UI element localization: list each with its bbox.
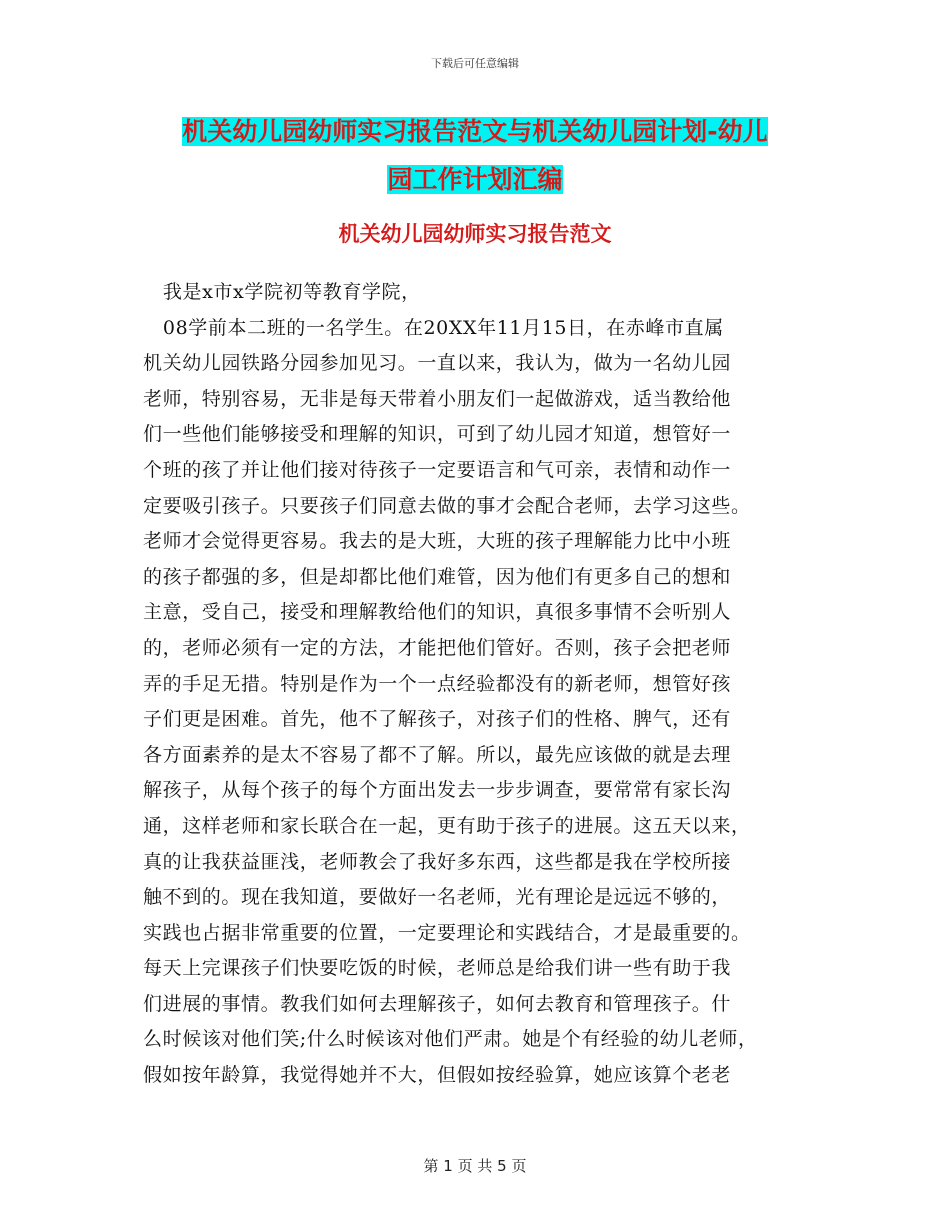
document-title-line-1: 机关幼儿园幼师实习报告范文与机关幼儿园计划-幼儿 (182, 117, 768, 146)
body-line: 老师才会觉得更容易。我去的是大班，大班的孩子理解能力比中小班 (143, 530, 732, 553)
body-line: 主意，受自己，接受和理解教给他们的知识，真很多事情不会听别人 (143, 601, 732, 624)
body-line: 通，这样老师和家长联合在一起，更有助于孩子的进展。这五天以来， (143, 814, 751, 837)
body-line: 定要吸引孩子。只要孩子们同意去做的事才会配合老师，去学习这些。 (143, 494, 751, 517)
body-line: 的孩子都强的多，但是却都比他们难管，因为他们有更多自己的想和 (143, 565, 732, 588)
body-line: 么时候该对他们笑;什么时候该对他们严肃。她是个有经验的幼儿老师， (143, 1028, 758, 1051)
header-note: 下载后可任意编辑 (431, 57, 519, 70)
body-line: 假如按年龄算，我觉得她并不大，但假如按经验算，她应该算个老老 (143, 1064, 732, 1087)
document-title (130, 108, 820, 204)
body-line: 各方面素养的是太不容易了都不了解。所以，最先应该做的就是去理 (143, 743, 732, 766)
body-line: 解孩子，从每个孩子的每个方面出发去一步步调查，要常常有家长沟 (143, 779, 732, 802)
body-line: 我是x市x学院初等教育学院， (143, 281, 421, 303)
body-line: 弄的手足无措。特别是作为一个一点经验都没有的新老师，想管好孩 (143, 672, 732, 695)
body-text (143, 275, 823, 1094)
body-line: 真的让我获益匪浅，老师教会了我好多东西，这些都是我在学校所接 (143, 850, 732, 873)
body-line: 机关幼儿园铁路分园参加见习。一直以来，我认为，做为一名幼儿园 (143, 352, 732, 375)
body-line: 们一些他们能够接受和理解的知识，可到了幼儿园才知道，想管好一 (143, 423, 732, 446)
body-line: 触不到的。现在我知道，要做好一名老师，光有理论是远远不够的， (143, 886, 732, 909)
section-title: 机关幼儿园幼师实习报告范文 (338, 222, 612, 246)
body-line: 实践也占据非常重要的位置，一定要理论和实践结合，才是最重要的。 (143, 921, 751, 944)
body-line: 08学前本二班的一名学生。在20XX年11月15日，在赤峰市直属 (143, 316, 724, 339)
body-line: 子们更是困难。首先，他不了解孩子，对孩子们的性格、脾气，还有 (143, 708, 732, 731)
body-line: 每天上完课孩子们快要吃饭的时候，老师总是给我们讲一些有助于我 (143, 957, 732, 980)
body-line: 老师，特别容易，无非是每天带着小朋友们一起做游戏，适当教给他 (143, 387, 732, 410)
body-line: 个班的孩了并让他们接对待孩子一定要语言和气可亲，表情和动作一 (143, 458, 732, 481)
page-footer: 第 1 页 共 5 页 (423, 1157, 527, 1175)
body-line: 们进展的事情。教我们如何去理解孩子，如何去教育和管理孩子。什 (143, 992, 732, 1015)
body-line: 的，老师必须有一定的方法，才能把他们管好。否则，孩子会把老师 (143, 636, 732, 659)
document-title-line-2: 园工作计划汇编 (387, 165, 563, 194)
